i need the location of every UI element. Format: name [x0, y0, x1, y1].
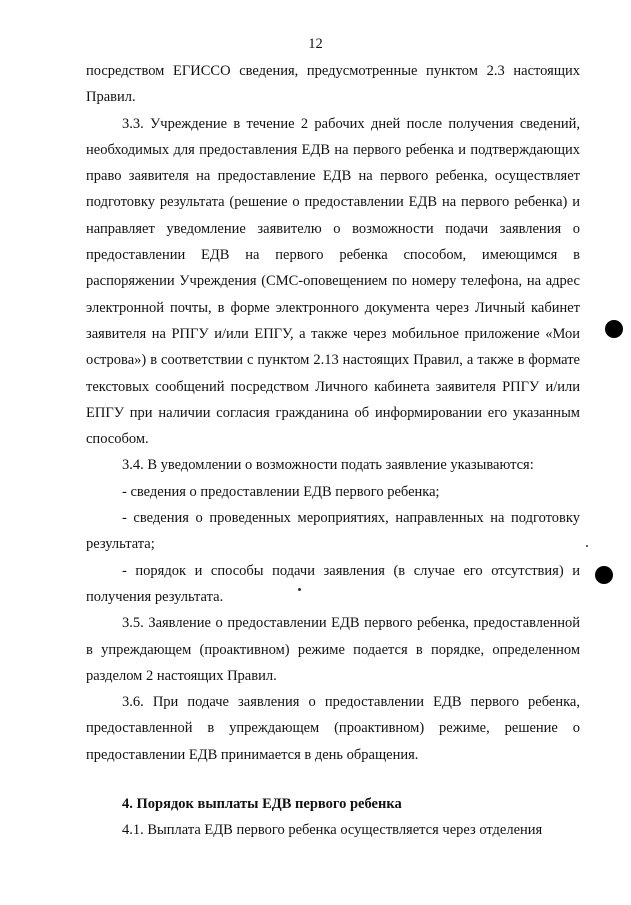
paragraph-continuation: посредством ЕГИССО сведения, предусмотренные пунктом 2.3 настоящих Правил. — [86, 63, 580, 106]
paragraph-3-6: 3.6. При подаче заявления о предоставлении ЕДВ первого ребенка, предоставленной в упреждающем (проактивном) режиме, решение о предоставлении ЕДВ принимается в день обращения. — [86, 694, 580, 763]
document-body — [86, 58, 580, 844]
page-number: 12 — [308, 36, 323, 52]
paragraph-3-4: 3.4. В уведомлении о возможности подать заявление указываются: — [122, 457, 534, 474]
section-heading: 4. Порядок выплаты ЕДВ первого ребенка — [122, 796, 402, 813]
scan-speck — [586, 545, 588, 547]
list-item-info: - сведения о предоставлении ЕДВ первого ребенка; — [122, 483, 440, 500]
paragraph-3-3: 3.3. Учреждение в течение 2 рабочих дней после получения сведений, необходимых для предоставления ЕДВ на первого ребенка и подтверждающих право заявителя на предоставление ЕДВ на первого ребенка, осуществляет подготовку результата (решение о предоставлении ЕДВ на первого ребенка) и направляет уведомление заявителю о возможности подачи заявления о предоставлении ЕДВ на первого ребенка способом, имеющимся в распоряжении Учреждения (СМС-оповещением по номеру телефона, на адрес электронной почты, в форме электронного документа через Личный кабинет заявителя на РПГУ и/или ЕПГУ, а также через мобильное приложение «Мои острова») в соответствии с пунктом 2.13 настоящих Правил, а также в формате текстовых сообщений посредством Личного кабинета заявителя РПГУ и/или ЕПГУ при наличии согласия гражданина об информировании его указанным способом. — [86, 115, 580, 448]
section-gap — [86, 768, 580, 791]
scan-speck — [298, 588, 301, 591]
list-item-measures: - сведения о проведенных мероприятиях, направленных на подготовку результата; — [86, 510, 580, 553]
paragraph-4-1: 4.1. Выплата ЕДВ первого ребенка осуществляется через отделения — [122, 822, 543, 839]
punch-hole-mark — [595, 566, 613, 584]
paragraph-3-5: 3.5. Заявление о предоставлении ЕДВ первого ребенка, предоставленной в упреждающем (проактивном) режиме подается в порядке, определенном разделом 2 настоящих Правил. — [86, 615, 580, 684]
list-item-procedure: - порядок и способы подачи заявления (в случае его отсутствия) и получения результата. — [86, 562, 580, 605]
punch-hole-mark — [605, 320, 623, 338]
